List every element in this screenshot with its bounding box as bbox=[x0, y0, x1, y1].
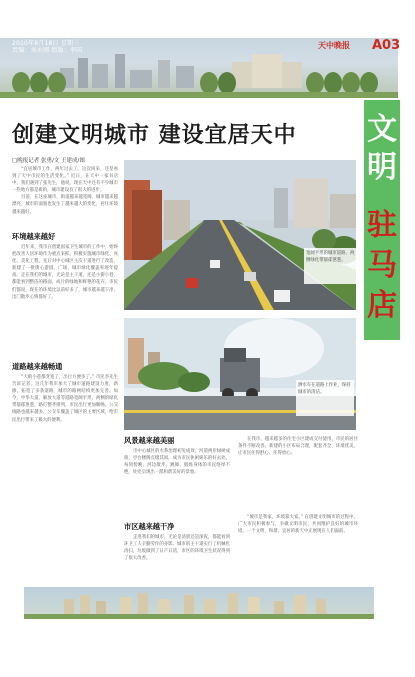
section-paragraph: 市中心城区的水系治理初见成效，河道两岸绿树成荫，亭台楼阁点缀其间，成为市民休闲娱乐的好去处。每到傍晚，河边散步、跳舞、锻炼身体的市民络绎不绝，处处呈现出一派和谐美好的景象。 bbox=[124, 449, 230, 476]
section-title: 道路越来越畅通 bbox=[12, 362, 63, 371]
side-banner-char: 明 bbox=[367, 150, 397, 185]
right-column-text: “城市是我家，环境靠大家。” 在创建文明城市的过程中，广大市民积极参与，争做文明市民，共同维护良好的城市环境，一个文明、和谐、宜居的新天中正展现在人们面前。 bbox=[238, 515, 358, 535]
side-banner-char: 店 bbox=[367, 288, 397, 323]
side-banner bbox=[364, 100, 400, 340]
road-photo-image bbox=[124, 160, 356, 310]
section-paragraph: 走进我们的城市，无论是清晨还是深夜，都能看到环卫工人辛勤劳作的身影。城市的主干道实行了机械化清扫，垃圾做到了日产日清，市区的环境卫生状况得到了很大改善。 bbox=[124, 535, 230, 562]
road-photo-caption: 宽阔平坦的城市道路，两侧绿化带郁郁葱葱。 bbox=[304, 248, 358, 284]
article-intro: “宜居城市工作，两年过去了。这次回来，还是看到了天中市民的生活变化。” 近日，在天中一家书店中，我们遇到了张先生，他说，现在天中还有不少城市一些地方都是新的，城市建设有了很大的进步。 目前，在这座城市，街道越来越宽阔，城市越来越漂亮，城市的面貌也发生了越来越大的变化，居住环境越来越好。 bbox=[12, 167, 118, 215]
section-title: 环境越来越好 bbox=[12, 232, 56, 241]
section-paragraph: “大街小巷都变宽了，出行方便多了。” 市民李先生告诉记者，这几年我市加大了城市道路建设力度，新修、拓宽了多条道路，城市的路网结构更加完善。如今，中华大道、解放大道等道路宽阔平坦，两侧的绿化带郁郁葱葱，路灯整齐排列，市民出行更加顺畅。公交线路也越来越多，公交车覆盖了城区的主要区域，给市民出行带来了极大的便利。 bbox=[12, 375, 118, 423]
right-column-text: 在我市，越来越多的住宅小区建成交付使用，市民的居住条件不断改善。新建的小区布局合理，配套齐全，环境优美，让市民住得舒心、住得放心。 bbox=[238, 437, 358, 457]
article-byline: □晚报记者 张勇/文 王建成/图 bbox=[12, 158, 85, 164]
bottom-photo-strip bbox=[24, 587, 374, 619]
sprinkler-photo-caption: 洒水车在道路上作业，保持城市的清洁。 bbox=[296, 380, 354, 416]
masthead-date: 2010年8月18日 星期三 责编：刘永刚 组版：李国 bbox=[12, 40, 83, 54]
page-number: A03 bbox=[372, 38, 401, 53]
article-headline: 创建文明城市 建设宜居天中 bbox=[12, 123, 297, 148]
section-title: 市区越来越干净 bbox=[124, 522, 175, 531]
road-photo bbox=[124, 160, 356, 310]
side-banner-char: 驻 bbox=[367, 208, 397, 243]
side-banner-char: 文 bbox=[367, 112, 397, 147]
section-title: 风景越来越美丽 bbox=[124, 436, 175, 445]
side-banner-char: 马 bbox=[367, 248, 397, 283]
section-paragraph: 近年来，我市在创建国家卫生城市的工作中，始终把改善人居环境作为重点来抓，积极实施城市绿化、亮化、美化工程，先后对中心城区主次干道进行了改造，新建了一批街心游园、广场，城市绿化覆盖率逐年提高。走在我们的城市，无论是主干道，还是小街小巷，都能看到整洁的路面、成片的绿地和鲜艳的花卉。市民们都说，现在的环境比以前好多了，城市越来越干净，出门散步心情都好了。 bbox=[12, 245, 118, 300]
paper-name: 天中晚报 bbox=[318, 40, 350, 50]
